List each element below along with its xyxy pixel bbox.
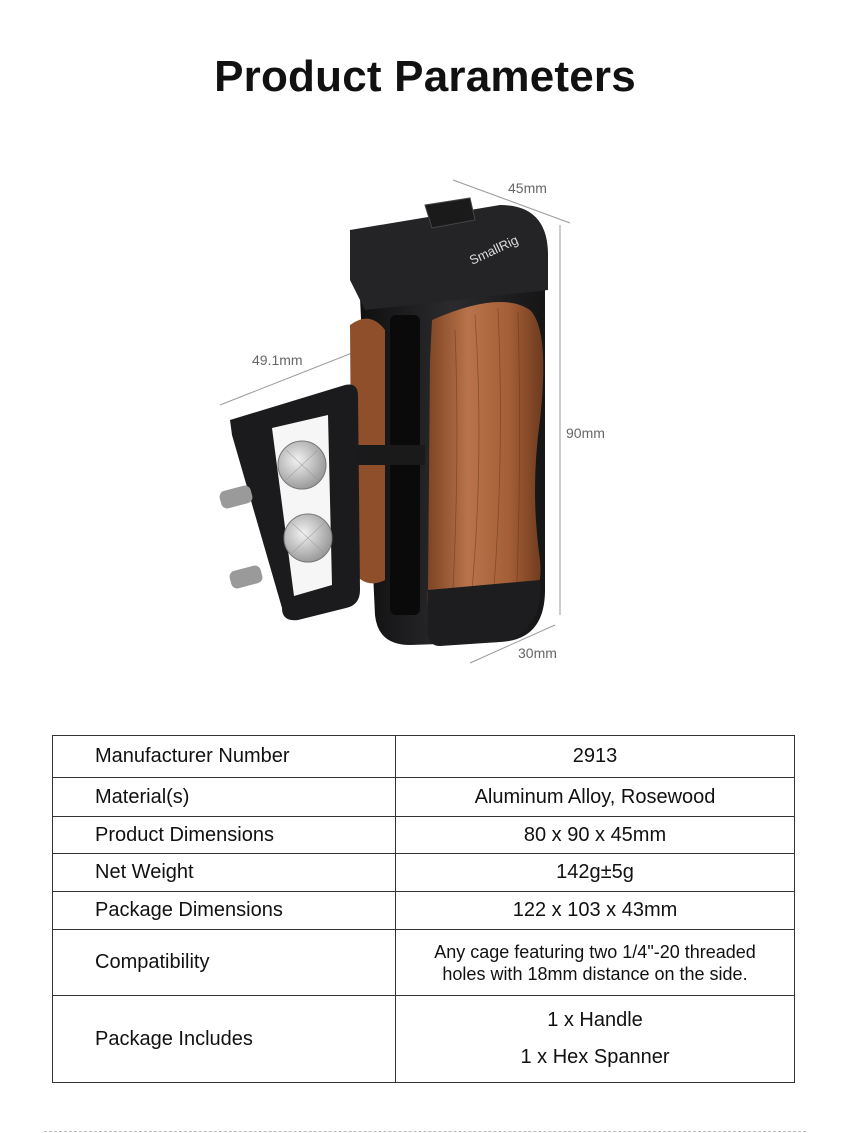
spec-key: Manufacturer Number xyxy=(53,736,396,778)
dimension-width-label: 45mm xyxy=(508,180,547,196)
dimension-depth-label: 49.1mm xyxy=(252,352,303,368)
spec-value: Aluminum Alloy, Rosewood xyxy=(396,778,795,817)
table-row xyxy=(53,892,795,930)
spec-value xyxy=(396,930,795,996)
dimension-thickness-label: 30mm xyxy=(518,645,557,661)
spec-key: Package Dimensions xyxy=(53,892,396,930)
thumb-screw-top xyxy=(218,484,254,510)
table-row xyxy=(53,736,795,778)
thumb-screw-bottom xyxy=(228,564,264,590)
spec-key: Product Dimensions xyxy=(53,817,396,854)
product-image xyxy=(200,160,650,680)
spec-value: 142g±5g xyxy=(396,854,795,892)
spec-value-line: 1 x Handle xyxy=(547,1009,643,1031)
table-row xyxy=(53,817,795,854)
table-row xyxy=(53,778,795,817)
brand-logo: SmallRig xyxy=(466,232,521,268)
page-title: Product Parameters xyxy=(214,52,636,101)
spec-value-line: Any cage featuring two 1/4"-20 threaded xyxy=(434,941,756,962)
spec-key: Material(s) xyxy=(53,778,396,817)
spec-value-line: holes with 18mm distance on the side. xyxy=(442,963,748,984)
table-row xyxy=(53,930,795,996)
spec-key: Net Weight xyxy=(53,854,396,892)
table-row xyxy=(53,996,795,1083)
specs-table xyxy=(52,735,795,1083)
spec-key: Compatibility xyxy=(53,930,396,996)
spec-value: 80 x 90 x 45mm xyxy=(396,817,795,854)
table-row xyxy=(53,854,795,892)
spec-value: 2913 xyxy=(396,736,795,778)
spec-value: 122 x 103 x 43mm xyxy=(396,892,795,930)
spec-value-line: 1 x Hex Spanner xyxy=(520,1046,670,1068)
spec-key: Package Includes xyxy=(53,996,396,1083)
divider xyxy=(44,1131,806,1132)
dimension-height-label: 90mm xyxy=(566,425,605,441)
spec-value xyxy=(396,996,795,1083)
wood-grip xyxy=(428,302,544,620)
